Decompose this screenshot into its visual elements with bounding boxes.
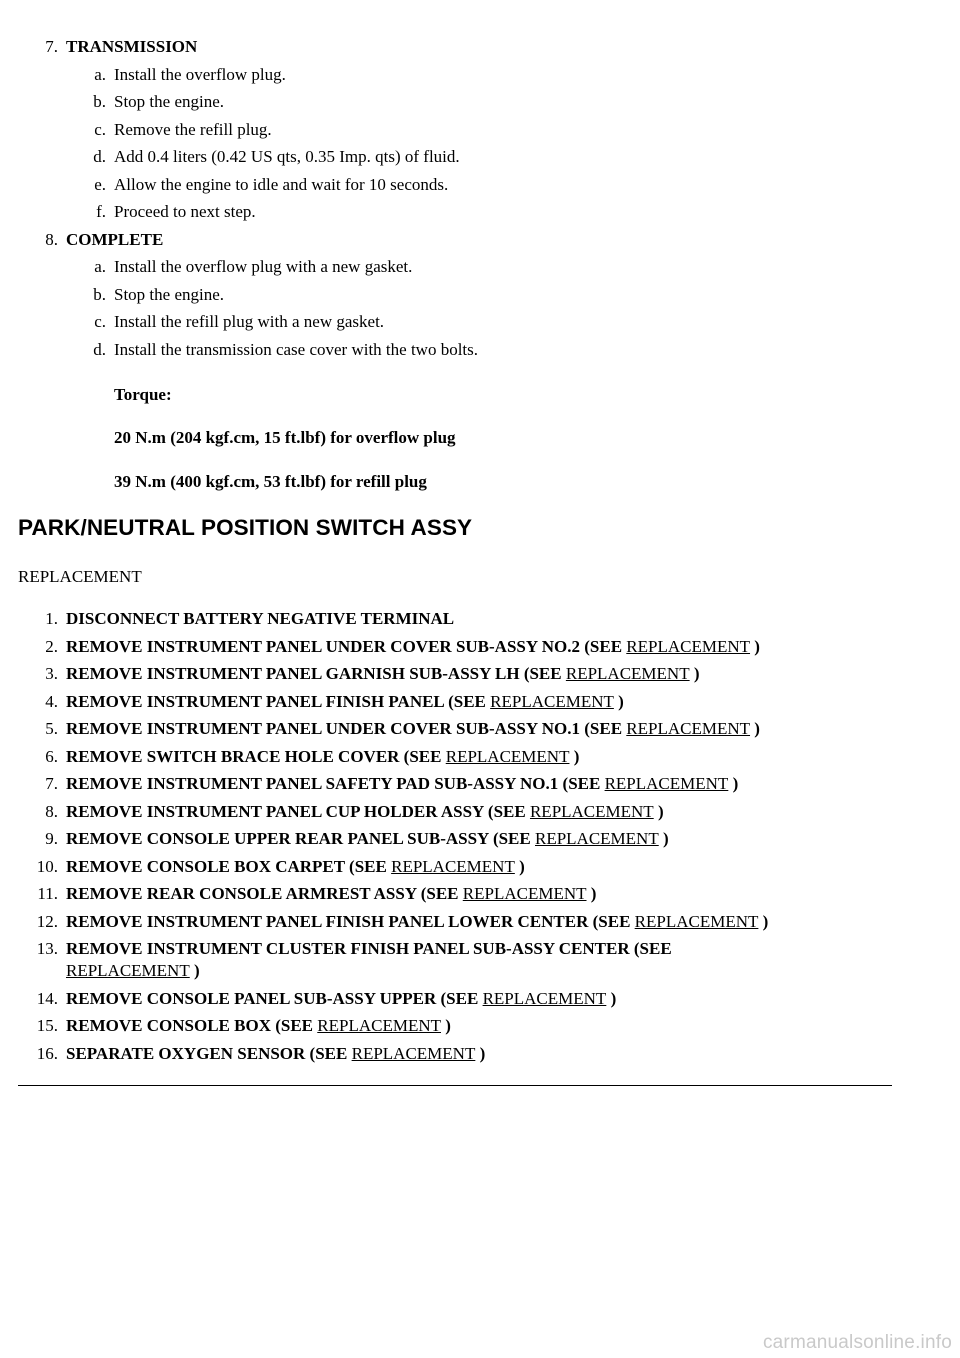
- step-number: 2.: [45, 636, 58, 656]
- step-closer: ): [689, 664, 700, 683]
- replacement-link[interactable]: REPLACEMENT: [482, 988, 607, 1008]
- step-text: REMOVE CONSOLE BOX CARPET (SEE: [66, 856, 392, 876]
- step-closer: ): [441, 1016, 451, 1035]
- replacement-link[interactable]: REPLACEMENT: [490, 691, 614, 711]
- replacement-link[interactable]: REPLACEMENT: [317, 1016, 441, 1035]
- substep-text: Remove the refill plug.: [114, 119, 272, 139]
- step-closer: ): [653, 801, 664, 821]
- sub-heading: REPLACEMENT: [18, 567, 142, 586]
- substep-letter: c.: [94, 119, 106, 139]
- substep: [0, 311, 960, 339]
- step-text: REMOVE INSTRUMENT CLUSTER FINISH PANEL SUB-ASSY CENTER (SEE: [66, 939, 672, 958]
- step-complete: [0, 229, 960, 257]
- list-item: [0, 608, 866, 630]
- step-number: 4.: [45, 691, 58, 711]
- step-text: SEPARATE OXYGEN SENSOR (SEE: [66, 1043, 352, 1063]
- step-number: 7.: [45, 37, 58, 56]
- substep-letter: e.: [94, 174, 106, 194]
- list-item: [0, 691, 866, 713]
- replacement-steps-list: [0, 608, 960, 1070]
- replacement-link[interactable]: REPLACEMENT: [66, 961, 190, 980]
- substep: [0, 174, 960, 202]
- step-text: REMOVE CONSOLE UPPER REAR PANEL SUB-ASSY (SEE: [66, 829, 535, 848]
- list-item: [0, 1015, 866, 1037]
- torque-value: 20 N.m (204 kgf.cm, 15 ft.lbf) for overflow plug: [114, 428, 456, 447]
- substep-text: Add 0.4 liters (0.42 US qts, 0.35 Imp. qts) of fluid.: [114, 147, 460, 166]
- step-closer: ): [750, 719, 760, 738]
- replacement-link[interactable]: REPLACEMENT: [535, 829, 659, 848]
- step-number: 8.: [45, 801, 58, 821]
- torque-value: 39 N.m (400 kgf.cm, 53 ft.lbf) for refill plug: [114, 472, 427, 491]
- step-text: REMOVE SWITCH BRACE HOLE COVER (SEE: [66, 746, 446, 766]
- substep-letter: a.: [94, 257, 106, 276]
- step-number: 8.: [45, 229, 58, 249]
- substep: [0, 91, 960, 119]
- step-text: DISCONNECT BATTERY NEGATIVE TERMINAL: [66, 609, 455, 628]
- step-text: REMOVE INSTRUMENT PANEL FINISH PANEL (SEE: [66, 691, 491, 711]
- step-transmission: [0, 36, 960, 64]
- step-number: 5.: [45, 719, 58, 738]
- replacement-link[interactable]: REPLACEMENT: [351, 1043, 476, 1063]
- step-number: 1.: [45, 609, 58, 628]
- step-number: 7.: [45, 774, 58, 793]
- substep: [0, 284, 960, 312]
- step-closer: ): [728, 774, 739, 793]
- list-item: [0, 883, 866, 905]
- step-closer: ): [514, 856, 525, 876]
- horizontal-divider: [18, 1085, 892, 1086]
- step-text: REMOVE REAR CONSOLE ARMREST ASSY (SEE: [66, 884, 463, 903]
- substep-text: Allow the engine to idle and wait for 10 seconds.: [114, 174, 449, 194]
- substep-letter: a.: [94, 64, 106, 84]
- step-number: 15.: [36, 1016, 58, 1035]
- step-text: REMOVE INSTRUMENT PANEL UNDER COVER SUB-ASSY NO.1 (SEE: [66, 719, 627, 738]
- substep-text: Install the refill plug with a new gasket.: [114, 312, 385, 331]
- list-item: [0, 801, 866, 823]
- step-closer: ): [606, 988, 617, 1008]
- list-item: [0, 636, 866, 658]
- step-text: REMOVE INSTRUMENT PANEL GARNISH SUB-ASSY LH (SEE: [66, 664, 566, 683]
- substep-letter: d.: [93, 339, 106, 359]
- transmission-and-complete-steps: [0, 36, 960, 366]
- step-text: REMOVE CONSOLE PANEL SUB-ASSY UPPER (SEE: [66, 988, 483, 1008]
- substep-text: Stop the engine.: [114, 92, 225, 111]
- replacement-link[interactable]: REPLACEMENT: [626, 636, 751, 656]
- step-number: 9.: [45, 829, 58, 848]
- step-closer: ): [613, 691, 624, 711]
- list-item: [0, 773, 866, 795]
- replacement-link[interactable]: REPLACEMENT: [391, 856, 515, 876]
- list-item: [0, 911, 866, 933]
- replacement-link[interactable]: REPLACEMENT: [445, 746, 570, 766]
- section-title: PARK/NEUTRAL POSITION SWITCH ASSY: [18, 515, 473, 540]
- step-closer: ): [586, 884, 597, 903]
- substep-text: Stop the engine.: [114, 284, 225, 304]
- replacement-link[interactable]: REPLACEMENT: [565, 664, 690, 683]
- list-item: [0, 718, 866, 740]
- step-number: 11.: [37, 884, 58, 903]
- step-number: 3.: [45, 664, 58, 683]
- step-number: 13.: [36, 939, 58, 958]
- step-number: 14.: [36, 988, 58, 1008]
- step-closer: ): [189, 961, 200, 980]
- step-text: REMOVE INSTRUMENT PANEL UNDER COVER SUB-ASSY NO.2 (SEE: [66, 636, 627, 656]
- substep: [0, 256, 960, 284]
- step-title: COMPLETE: [66, 229, 164, 249]
- substep-letter: f.: [96, 202, 106, 221]
- replacement-link[interactable]: REPLACEMENT: [604, 774, 729, 793]
- substep: [0, 201, 960, 229]
- substep-text: Install the transmission case cover with the two bolts.: [114, 339, 479, 359]
- step-number: 16.: [36, 1043, 58, 1063]
- step-closer: ): [750, 636, 760, 656]
- step-closer: ): [758, 911, 769, 931]
- substep-letter: c.: [94, 312, 106, 331]
- substep: [0, 64, 960, 92]
- step-text: REMOVE INSTRUMENT PANEL FINISH PANEL LOWER CENTER (SEE: [66, 911, 635, 931]
- step-text: REMOVE INSTRUMENT PANEL SAFETY PAD SUB-ASSY NO.1 (SEE: [66, 774, 605, 793]
- step-text: REMOVE INSTRUMENT PANEL CUP HOLDER ASSY (SEE: [66, 801, 530, 821]
- substep-letter: d.: [93, 147, 106, 166]
- substep: [0, 119, 960, 147]
- step-closer: ): [569, 746, 580, 766]
- list-item: [0, 988, 866, 1010]
- substep: [0, 339, 960, 367]
- step-closer: ): [475, 1043, 486, 1063]
- list-item: [0, 828, 866, 850]
- list-item: [0, 663, 866, 685]
- list-item: [0, 856, 866, 878]
- substep-text: Proceed to next step.: [114, 202, 256, 221]
- list-item: [0, 746, 866, 768]
- step-text: REMOVE CONSOLE BOX (SEE: [66, 1016, 318, 1035]
- step-closer: ): [658, 829, 669, 848]
- watermark-text: carmanualsonline.info: [762, 1332, 952, 1353]
- substep: [0, 146, 960, 174]
- substep-text: Install the overflow plug.: [114, 64, 286, 84]
- step-number: 12.: [36, 911, 58, 931]
- replacement-link[interactable]: REPLACEMENT: [634, 911, 759, 931]
- torque-label: Torque:: [114, 385, 172, 404]
- replacement-link[interactable]: REPLACEMENT: [462, 884, 587, 903]
- step-number: 6.: [45, 746, 58, 766]
- list-item: [0, 938, 766, 982]
- step-title: TRANSMISSION: [66, 37, 198, 56]
- replacement-link[interactable]: REPLACEMENT: [529, 801, 654, 821]
- replacement-link[interactable]: REPLACEMENT: [626, 719, 751, 738]
- substep-letter: b.: [93, 284, 106, 304]
- list-item: [0, 1043, 866, 1065]
- substep-text: Install the overflow plug with a new gasket.: [114, 257, 413, 276]
- substep-letter: b.: [93, 92, 106, 111]
- step-number: 10.: [36, 856, 58, 876]
